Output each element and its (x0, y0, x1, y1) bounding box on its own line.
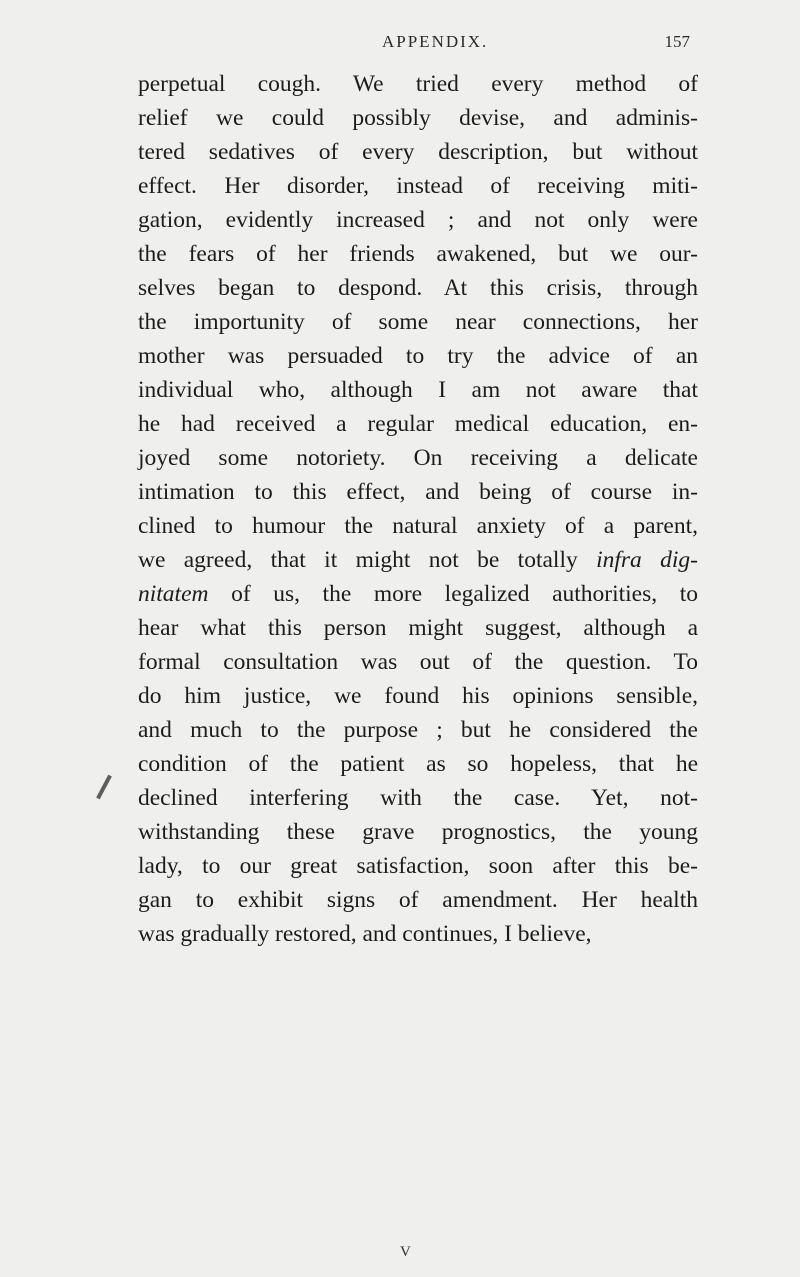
text-line: was gradually restored, and continues, I believe, (138, 921, 592, 947)
text-line: formal consultation was out of the question. To (138, 649, 698, 675)
text-line: gation, evidently increased ; and not only were (138, 207, 698, 233)
text-line: he had received a regular medical education, en- (138, 411, 698, 437)
text-line: relief we could possibly devise, and adminis- (138, 105, 698, 131)
text-line: selves began to despond. At this crisis, through (138, 275, 698, 301)
text-line: tered sedatives of every description, but without (138, 139, 698, 165)
text-line (138, 543, 698, 577)
text-line: do him justice, we found his opinions sensible, (138, 683, 698, 709)
text-line: lady, to our great satisfaction, soon after this be- (138, 853, 698, 879)
text-line: the importunity of some near connections, her (138, 309, 698, 335)
latin-phrase: infra dig- (596, 547, 698, 573)
text-line: individual who, although I am not aware that (138, 377, 698, 403)
text-line: gan to exhibit signs of amendment. Her health (138, 887, 698, 913)
text-line: withstanding these grave prognostics, the young (138, 819, 698, 845)
text-line: and much to the purpose ; but he considered the (138, 717, 698, 743)
page-number: 157 (664, 32, 690, 51)
text-line: intimation to this effect, and being of course in- (138, 479, 698, 505)
running-head (138, 32, 698, 58)
latin-phrase: nitatem (138, 581, 209, 607)
text-line: hear what this person might suggest, although a (138, 615, 698, 641)
text-line: condition of the patient as so hopeless, that he (138, 751, 698, 777)
text-span: of us, the more legalized authorities, to (208, 581, 698, 607)
text-line: clined to humour the natural anxiety of a parent, (138, 513, 698, 539)
text-line: mother was persuaded to try the advice of an (138, 343, 698, 369)
text-line: perpetual cough. We tried every method of (138, 71, 698, 97)
text-span: we agreed, that it might not be totally (138, 547, 597, 573)
margin-pencil-mark (96, 775, 112, 800)
text-line: declined interfering with the case. Yet, not- (138, 785, 698, 811)
running-title: APPENDIX. (382, 32, 489, 51)
text-line: the fears of her friends awakened, but we our- (138, 241, 698, 267)
text-line: joyed some notoriety. On receiving a delicate (138, 445, 698, 471)
body-text (138, 67, 698, 951)
text-line (138, 577, 698, 611)
signature-mark: V (400, 1244, 411, 1260)
text-line: effect. Her disorder, instead of receiving miti- (138, 173, 698, 199)
